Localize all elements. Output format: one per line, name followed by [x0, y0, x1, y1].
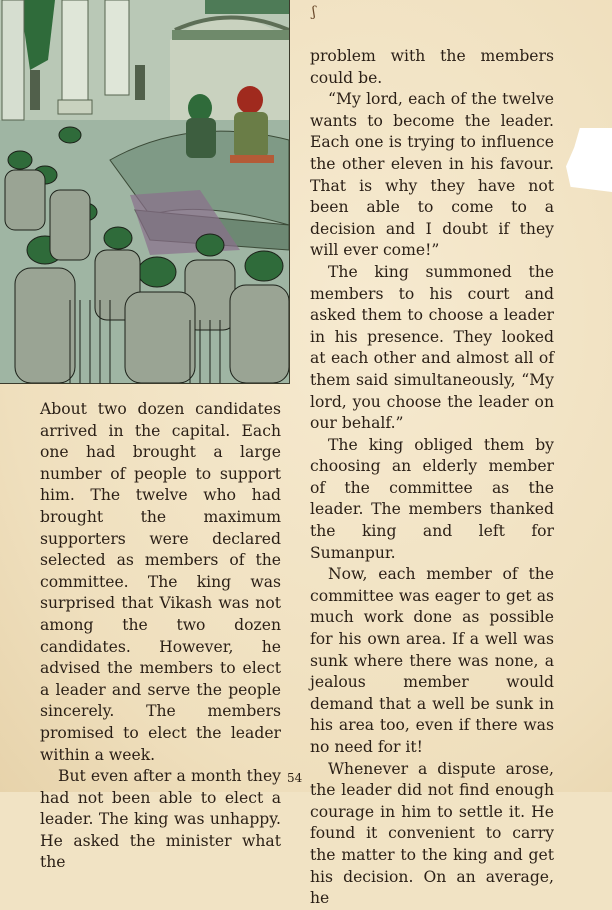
paragraph: But even after a month they had not been able to elect a leader. The king was unhappy. He asked the minister what the: [40, 767, 281, 872]
paragraph: Whenever a dispute arose, the leader did not find enough courage in him to settle it. He found it convenient to carry the matter to the king and get his decision. On an average, he: [310, 759, 554, 908]
paragraph: problem with the members could be.: [310, 47, 554, 87]
torn-corner: [566, 128, 612, 192]
court-illustration: [0, 0, 290, 384]
paragraph: “My lord, each of the twelve wants to become the leader. Each one is trying to influence the other eleven in his favour. That is why they have not been able to come to a decision and I doubt if they will ever come!”: [310, 90, 554, 260]
paragraph: Now, each member of the committee was eager to get as much work done as possible for his own area. If a well was sunk where there was none, a jealous member would demand that a well be sunk in his area too, even if there was no need for it!: [310, 565, 554, 756]
left-column: [40, 399, 281, 874]
paragraph: The king obliged them by choosing an elderly member of the committee as the leader. The members thanked the king and left for Sumanpur.: [310, 435, 554, 562]
paragraph: The king summoned the members to his court and asked them to choose a leader in his presence. They looked at each other and almost all of them said simultaneously, “My lord, you choose the leader on our behalf.”: [310, 262, 554, 433]
corner-mark: ʃ: [312, 4, 316, 20]
paragraph: About two dozen candidates arrived in the capital. Each one had brought a large number of people to support him. The twelve who had brought the maximum supporters were declared selected as members of the committee. The king was surprised that Vikash was not among the two dozen candidates. However, he advised the members to elect a leader and serve the people sincerely. The members promised to elect the leader within a week.: [40, 400, 281, 764]
right-column: [310, 46, 554, 910]
page-number: 54: [287, 771, 303, 785]
